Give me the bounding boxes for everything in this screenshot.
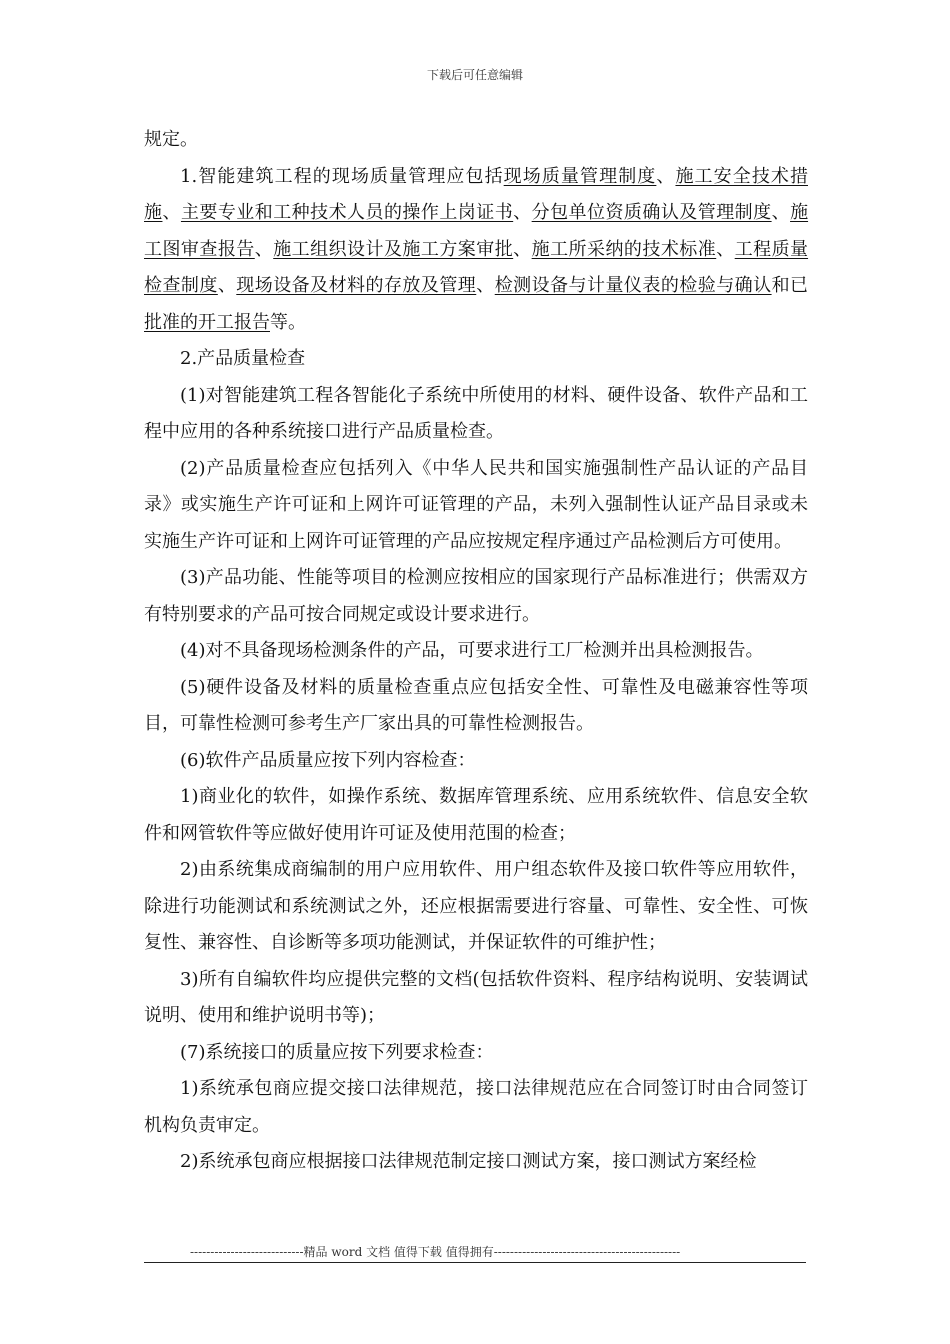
text-run: 规定。 [144, 129, 198, 150]
underlined-term: 检测设备与计量仪表的检验与确认 [494, 275, 772, 296]
paragraph [144, 378, 808, 451]
text-run: 2.产品质量检查 [180, 348, 306, 369]
underlined-term: 分包单位资质确认及管理制度 [531, 202, 772, 223]
underlined-term: 批准的开工报告 [144, 311, 270, 333]
text-run: (3)产品功能、性能等项目的检测应按相应的国家现行产品标准进行；供需双方有特别要求的产品可按合同规定或设计要求进行。 [144, 567, 808, 625]
text-run: 1)系统承包商应提交接口法律规范，接口法律规范应在合同签订时由合同签订机构负责审定。 [144, 1078, 808, 1136]
text-run: 2)由系统集成商编制的用户应用软件、用户组态软件及接口软件等应用软件，除进行功能测试和系统测试之外，还应根据需要进行容量、可靠性、安全性、可恢复性、兼容性、自诊断等多项功能测试，并保证软件的可维护性； [144, 859, 808, 953]
paragraph [144, 1035, 808, 1072]
text-run: 1)商业化的软件，如操作系统、数据库管理系统、应用系统软件、信息安全软件和网管软件等应做好使用许可证及使用范围的检查； [144, 786, 808, 844]
text-run: 、 [254, 238, 274, 260]
underlined-term: 主要专业和工种技术人员的操作上岗证书 [180, 202, 514, 223]
underlined-term: 现场质量管理制度 [503, 165, 657, 187]
underlined-term: 施工组织设计及施工方案审批 [273, 238, 514, 260]
text-run: 、 [771, 202, 791, 223]
text-run: 、 [716, 238, 735, 260]
paragraph [144, 670, 808, 743]
footer-divider [144, 1262, 806, 1263]
underlined-term: 施工安全技术措施 [144, 165, 808, 223]
paragraph [144, 743, 808, 780]
text-run: 、 [217, 275, 237, 296]
paragraph [144, 962, 808, 1035]
paragraph [144, 852, 808, 962]
text-run: (5)硬件设备及材料的质量检查重点应包括安全性、可靠性及电磁兼容性等项目，可靠性检测可参考生产厂家出具的可靠性检测报告。 [144, 676, 808, 734]
paragraph [144, 159, 808, 342]
underlined-term: 现场设备及材料的存放及管理 [236, 275, 477, 296]
paragraph [144, 341, 808, 378]
paragraph [144, 779, 808, 852]
paragraph [144, 1071, 808, 1144]
text-run: (4)对不具备现场检测条件的产品，可要求进行工厂检测并出具检测报告。 [180, 640, 764, 661]
text-run: 2)系统承包商应根据接口法律规范制定接口测试方案，接口测试方案经检 [180, 1151, 757, 1172]
text-run: 和已 [771, 275, 809, 296]
paragraph [144, 1144, 808, 1181]
text-run: (2)产品质量检查应包括列入《中华人民共和国实施强制性产品认证的产品目录》或实施生产许可证和上网许可证管理的产品，未列入强制性认证产品目录或未实施生产许可证和上网许可证管理的产品应按规定程序通过产品检测后方可使用。 [144, 457, 808, 552]
underlined-term: 工程质量检查制度 [144, 238, 809, 296]
paragraph [144, 633, 808, 670]
text-run: (1)对智能建筑工程各智能化子系统中所使用的材料、硬件设备、软件产品和工程中应用的各种系统接口进行产品质量检查。 [144, 384, 808, 442]
document-body [144, 122, 808, 1181]
underlined-term: 施工图审查报告 [144, 202, 809, 260]
text-run: 、 [513, 238, 532, 260]
text-run: 等。 [270, 311, 306, 333]
text-run: 、 [162, 202, 181, 223]
text-run: 、 [656, 165, 676, 187]
text-run: 、 [476, 275, 495, 296]
text-run: 、 [513, 202, 532, 223]
text-run: 1.智能建筑工程的现场质量管理应包括 [180, 165, 504, 187]
paragraph [144, 451, 808, 561]
page-footer: ----------------------------精品 word 文档 值得下载 值得拥有---------------------------------------------- [190, 1245, 681, 1259]
underlined-term: 施工所采纳的技术标准 [531, 238, 717, 260]
page-header: 下载后可任意编辑 [426, 68, 523, 82]
paragraph [144, 560, 808, 633]
text-run: (6)软件产品质量应按下列内容检查： [180, 749, 476, 771]
text-run: (7)系统接口的质量应按下列要求检查： [180, 1041, 494, 1063]
text-run: 3)所有自编软件均应提供完整的文档(包括软件资料、程序结构说明、安装调试说明、使用和维护说明书等)； [144, 968, 808, 1026]
paragraph [144, 122, 808, 159]
